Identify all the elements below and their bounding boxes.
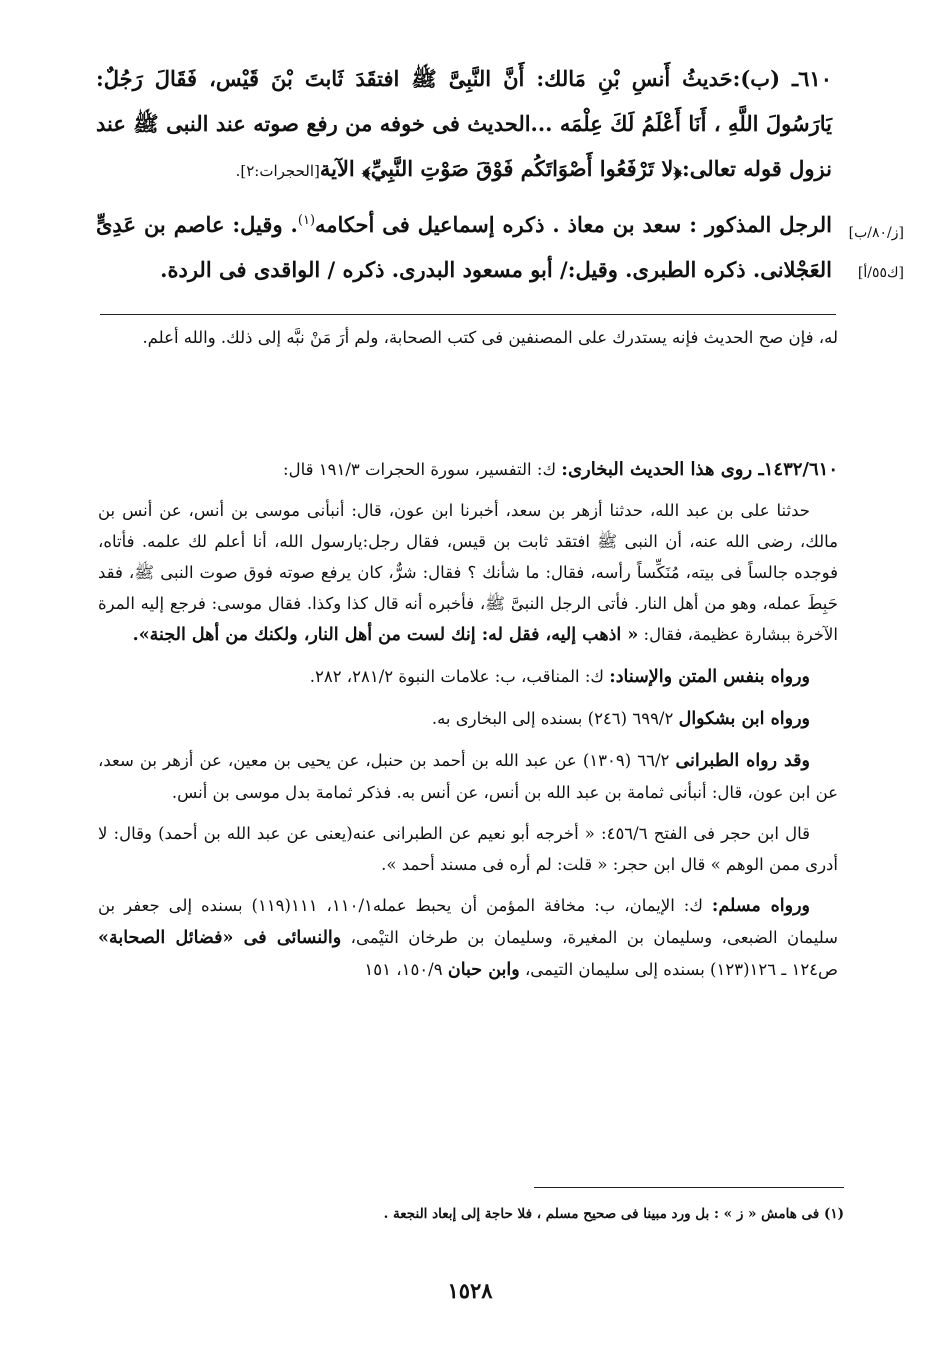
footnote: (١) فى هامش « ز » : بل ورد مبينا فى صحيح مسلم ، فلا حاجة إلى إبعاد النجعة .: [383, 1206, 844, 1222]
notes-p6-text-3: ١٥٠/٩، ١٥١: [364, 960, 448, 979]
hadith-entry-610: [96, 56, 832, 194]
notes-p6-bold-3: وابن حبان: [447, 960, 520, 980]
notes-p4-bold: وقد رواه الطبرانى: [675, 751, 810, 771]
notes-p6-text-2: ص١٢٤ ـ ١٢٦(١٢٣) بسنده إلى سليمان التيمى،: [519, 960, 838, 979]
notes-carry-over: [98, 322, 838, 363]
notes-heading: [98, 454, 838, 485]
margin-reference-k: [ك٥٥/أ]: [857, 265, 904, 281]
notes-p6-bold-2: والنسائى فى «فضائل الصحابة»: [98, 928, 342, 948]
page-number: ١٥٢٨: [447, 1278, 493, 1303]
notes-heading-rest: ك: التفسير، سورة الحجرات ١٩١/٣ قال:: [283, 460, 562, 479]
notes-block: [98, 454, 838, 996]
notes-paragraph-4: [98, 745, 838, 808]
footnote-divider: [534, 1187, 844, 1188]
commentary-paragraph: [96, 198, 832, 292]
notes-p1-bold: « اذهب إليه، فقل له: إنك لست من أهل النار، ولكنك من أهل الجنة».: [132, 625, 639, 645]
commentary-text-b: . وقيل: عاصم بن عَدِىٍّ العَجْلانى. ذكره الطبرى. وقيل:/ أبو مسعود البدرى. ذكره / الواقدى فى الردة.: [96, 212, 832, 282]
notes-p2-bold: ورواه بنفس المتن والإسناد:: [609, 667, 810, 687]
quran-reference: [الحجرات:٢].: [235, 162, 320, 180]
footnote-marker: (١): [297, 213, 316, 228]
notes-p2-text: ك: المناقب، ب: علامات النبوة ٢٨١/٢، ٢٨٢.: [309, 667, 610, 686]
section-divider: [100, 314, 836, 315]
notes-paragraph-3: [98, 703, 838, 735]
notes-paragraph-5: قال ابن حجر فى الفتح ٤٥٦/٦: « أخرجه أبو نعيم عن الطبرانى عنه(يعنى عن عبد الله بن أحمد) وقال: لا أدرى ممن الوهم » قال ابن حجر: « قلت: لم أره فى مسند أحمد ».: [98, 824, 838, 874]
notes-heading-bold: ١٤٣٢/٦١٠ـ روى هذا الحديث البخارى:: [561, 459, 838, 480]
commentary-text-a: الرجل المذكور : سعد بن معاذ . ذكره إسماعيل فى أحكامه: [315, 212, 832, 237]
notes-p6-bold: ورواه مسلم:: [711, 896, 810, 916]
main-text-block: [96, 56, 832, 292]
notes-p4-text: ٦٦/٢ (١٣٠٩) عن عبد الله بن أحمد بن حنبل، عن يحيى بن معين، عن أزهر بن سعد، عن ابن عون، قال: أنبأنى ثمامة بن عبد الله بن أنس، عن أنس به. فذكر ثمامة بدل موسى بن أنس.: [98, 751, 838, 802]
notes-paragraph-1: [98, 495, 838, 651]
margin-reference-z: [ز/٨٠/ب]: [848, 225, 904, 241]
hadith-text: ٦١٠ـ (ب):حَديثُ أَنسِ بْنِ مَالك: أَنَّ النَّبِىَّ ﷺ افتقَدَ ثَابتَ بْنَ قَيْس، فَقَالَ رَجُلٌ: يَارَسُولَ اللَّهِ ، أَنَا أَعْلَمُ لَكَ عِلْمَه ...الحديث فى خوفه من رفع صوته عند النبى ﷺ عند نزول قوله تعالى:﴿لا تَرْفَعُوا أَصْوَاتَكُم فَوْقَ صَوْتِ النَّبِيِّ﴾ الآية: [96, 66, 832, 181]
carry-over-text: له، فإن صح الحديث فإنه يستدرك على المصنفين فى كتب الصحابة، ولم أرَ مَنْ نبَّه إلى ذلك. والله أعلم.: [142, 328, 838, 347]
notes-p1-text: حدثنا على بن عبد الله، حدثنا أزهر بن سعد، أخبرنا ابن عون، قال: أنبأنى موسى بن أنس، عن أنس بن مالك، رضى الله عنه، أن النبى ﷺ افتقد ثابت بن قيس، فقال رجل:يارسول الله، أنا أعلم لك علمه. فأتاه، فوجده جالساً فى بيته، مُنَكِّساً رأسه، فقال: ما شأنك ؟ فقال: شرٌّ، كان يرفع صوته فوق صوت النبى ﷺ، فقد حَبِطَ عمله، وهو من أهل النار. فأتى الرجل النبىَّ ﷺ، فأخبره أنه قال كذا وكذا. فقال موسى: فرجع إليه المرة الآخرة ببشارة عظيمة، فقال:: [98, 501, 838, 644]
notes-p6-text: ك: الإيمان، ب: مخافة المؤمن أن يحبط عمله١١٠/١، ١١١(١١٩) بسنده إلى جعفر بن سليمان الضبعى، وسليمان بن المغيرة، وسليمان بن طرخان التيْمى،: [98, 896, 838, 947]
notes-p3-text: ٦٩٩/٢ (٢٤٦) بسنده إلى البخارى به.: [431, 709, 679, 728]
notes-paragraph-2: [98, 661, 838, 693]
notes-paragraph-6: [98, 890, 838, 986]
notes-p3-bold: ورواه ابن بشكوال: [678, 709, 810, 729]
